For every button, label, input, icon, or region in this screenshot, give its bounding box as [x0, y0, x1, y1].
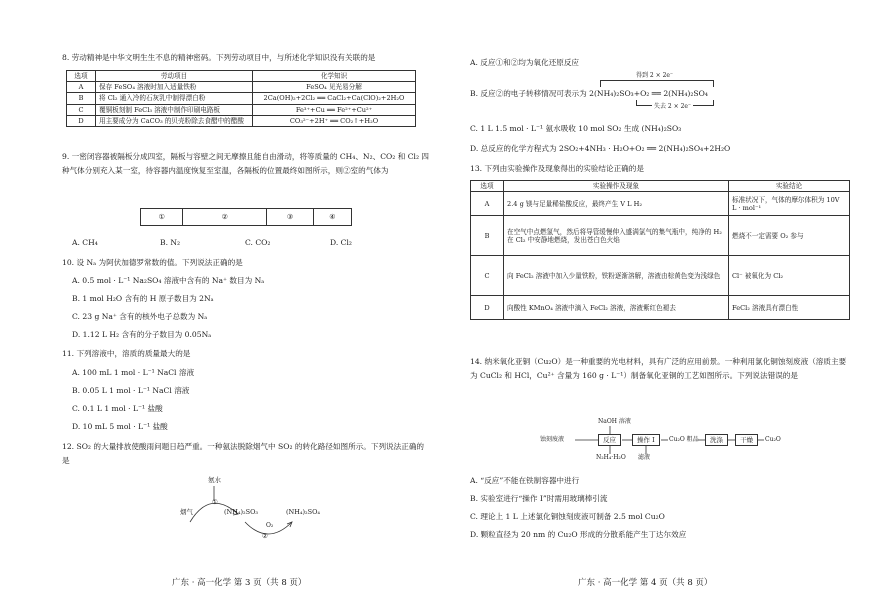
option-d[interactable]: D. 1.12 L H₂ 含有的分子数目为 0.05Nₐ: [72, 330, 212, 339]
right-page: [440, 0, 870, 615]
question-14: [470, 355, 850, 384]
table-header: 劳动项目: [96, 71, 253, 82]
label-filtrate: 滤液: [638, 454, 651, 461]
option-b[interactable]: B. 反应②的电子转移情况可表示为 2(NH₄)₂SO₃+O₂ ══ 2(NH₄)₂SO₄: [470, 89, 708, 98]
question-9: [62, 150, 430, 179]
table-row: [67, 82, 416, 93]
question-12-diagram: [180, 474, 330, 544]
chamber-1: ①: [141, 209, 183, 225]
table-row: [471, 192, 850, 216]
label-naoh: NaOH 溶液: [598, 418, 631, 425]
label-oxygen: O₂: [266, 522, 274, 529]
option-b[interactable]: B. 1 mol H₂O 含有的 H 原子数目为 2Nₐ: [72, 294, 214, 303]
question-8-stem: 8. 劳动精神是中华文明生生不息的精神密码。下列劳动项目中，与所述化学知识没有关联的是: [62, 53, 376, 62]
table-header: 选项: [67, 71, 96, 82]
electron-transfer-brackets: [600, 74, 712, 86]
question-13-stem: 13. 下列由实验操作及现象得出的实验结论正确的是: [470, 164, 644, 173]
option-b[interactable]: B. 实验室进行“操作 I”时需用玻璃棒引流: [470, 494, 608, 503]
gain-label: 得到 2 × 2e⁻: [636, 72, 674, 79]
table-cell: Cl⁻ 被氧化为 Cl₂: [729, 256, 850, 296]
question-8-table: [66, 70, 416, 127]
table-row: [67, 115, 416, 126]
table-header: 实验操作及现象: [504, 181, 729, 192]
electron-transfer-brackets-bottom: [636, 100, 712, 110]
table-cell: D: [67, 115, 96, 126]
question-11: [62, 349, 430, 358]
gain-bracket: [600, 80, 714, 87]
option-a[interactable]: A. 反应①和②均为氧化还原反应: [470, 58, 580, 67]
option-a[interactable]: A. 100 mL 1 mol · L⁻¹ NaCl 溶液: [72, 368, 195, 377]
chamber-3: ③: [267, 209, 314, 225]
chamber-2: ②: [183, 209, 267, 225]
question-8: [62, 53, 430, 62]
table-cell: 用主要成分为 CaCO₃ 的贝壳粉除去食醋中的醋酸: [96, 115, 253, 126]
question-12: [62, 440, 430, 469]
table-cell: 向 FeCl₂ 溶液中加入少量铁粉，铁粉逐渐溶解，溶液由棕黄色变为浅绿色: [504, 256, 729, 296]
question-13-table: [470, 180, 850, 320]
label-input: 蚀刻废液: [540, 436, 565, 443]
option-d[interactable]: D. 总反应的化学方程式为 2SO₂+4NH₃ · H₂O+O₂ ══ 2(NH₄)₂SO₄+2H₂O: [470, 144, 731, 153]
label-crude: Cu₂O 粗品: [669, 436, 699, 443]
question-11-stem: 11. 下列溶液中，溶质的质量最大的是: [62, 349, 191, 358]
table-cell: A: [471, 192, 504, 216]
label-flue-gas: 烟气: [180, 508, 193, 516]
table-cell: 燃烧不一定需要 O₂ 参与: [729, 216, 850, 256]
option-b[interactable]: B. 0.05 L 1 mol · L⁻¹ NaCl 溶液: [72, 386, 190, 395]
table-cell: FeSO₄ 见光易分解: [253, 82, 416, 93]
table-cell: FeCl₂ 溶液具有漂白性: [729, 296, 850, 320]
option-a[interactable]: A. CH₄: [72, 238, 98, 247]
table-cell: 向酸性 KMnO₄ 溶液中滴入 FeCl₂ 溶液，溶液紫红色褪去: [504, 296, 729, 320]
table-cell: B: [67, 93, 96, 104]
table-cell: 在空气中点燃氢气，然后将导管缓慢伸入盛满氯气的集气瓶中，纯净的 H₂ 在 Cl₂ 中安静地燃烧，发出苍白色火焰: [504, 216, 729, 256]
table-cell: 将 Cl₂ 通入冷的石灰乳中制得漂白粉: [96, 93, 253, 104]
label-ammonia: 氨水: [208, 476, 221, 484]
option-c[interactable]: C. 0.1 L 1 mol · L⁻¹ 盐酸: [72, 404, 163, 413]
label-output: Cu₂O: [765, 436, 781, 443]
question-9-container-figure: [140, 208, 352, 226]
table-row: [67, 93, 416, 104]
option-d[interactable]: D. 10 mL 5 mol · L⁻¹ 盐酸: [72, 422, 168, 431]
option-b[interactable]: B. N₂: [160, 238, 181, 247]
label-sulfate: (NH₄)₂SO₄: [286, 508, 321, 516]
table-cell: 2.4 g 镁与足量稀盐酸反应，最终产生 V L H₂: [504, 192, 729, 216]
option-c[interactable]: C. 23 g Na⁺ 含有的核外电子总数为 Nₐ: [72, 312, 208, 321]
table-row: [67, 104, 416, 115]
label-n2h4: N₂H₄·H₂O: [596, 454, 626, 461]
table-row: [471, 216, 850, 256]
box-wash: 洗涤: [705, 434, 728, 446]
box-reaction: 反应: [598, 434, 621, 446]
option-c[interactable]: C. 理论上 1 L 上述氯化铜蚀刻废液可制备 2.5 mol Cu₂O: [470, 512, 665, 521]
table-cell: 标准状况下，气体的摩尔体积为 10V L · mol⁻¹: [729, 192, 850, 216]
box-operation-1: 操作 I: [632, 434, 660, 446]
table-cell: D: [471, 296, 504, 320]
table-cell: C: [471, 256, 504, 296]
question-12-stem: 12. SO₂ 的大量排放使酸雨问题日趋严重。一种氨法脱除烟气中 SO₂ 的转化路径如图所示。下列说法正确的是: [62, 442, 425, 466]
table-row: [471, 256, 850, 296]
question-10-stem: 10. 设 Nₐ 为阿伏加德罗常数的值。下列说法正确的是: [62, 258, 243, 267]
table-header: 化学知识: [253, 71, 416, 82]
option-a[interactable]: A. “反应”不能在铁制容器中进行: [470, 476, 580, 485]
option-c[interactable]: C. CO₂: [245, 238, 271, 247]
table-header: 选项: [471, 181, 504, 192]
table-cell: B: [471, 216, 504, 256]
page-footer: 广东 · 高一化学 第 3 页（共 8 页）: [172, 578, 307, 588]
box-dry: 干燥: [735, 434, 758, 446]
step-2-label: ②: [262, 532, 268, 540]
table-cell: C: [67, 104, 96, 115]
question-9-stem: 9. 一密闭容器被隔板分成四室，隔板与容壁之间无摩擦且能自由滑动，将等质量的 CH₄、N₂、CO₂ 和 Cl₂ 四种气体分别充入某一室，待容器内温度恢复至室温，各隔板的位置最终如图所示，则②室的气体为: [62, 152, 429, 176]
table-cell: CO₃²⁻+2H⁺ ══ CO₂↑+H₂O: [253, 115, 416, 126]
table-cell: A: [67, 82, 96, 93]
option-d[interactable]: D. Cl₂: [330, 238, 352, 247]
step-1-label: ①: [212, 498, 218, 506]
question-14-flowchart: [540, 420, 780, 464]
table-row: [471, 296, 850, 320]
option-d[interactable]: D. 颗粒直径为 20 nm 的 Cu₂O 形成的分散系能产生丁达尔效应: [470, 530, 687, 539]
loss-label: 失去 2 × 2e⁻: [654, 103, 692, 110]
question-10: [62, 258, 430, 267]
question-13: [470, 164, 850, 173]
chamber-4: ④: [329, 213, 336, 221]
option-a[interactable]: A. 0.5 mol · L⁻¹ Na₂SO₄ 溶液中含有的 Na⁺ 数目为 Nₐ: [72, 276, 265, 285]
question-14-stem: 14. 纳米氧化亚铜（Cu₂O）是一种重要的光电材料，具有广泛的应用前景。一种利用氯化铜蚀刻废液（溶质主要为 CuCl₂ 和 HCl，Cu²⁺ 含量为 160 g · L⁻¹）制备氧化亚铜的工艺如图所示。下列说法错误的是: [470, 357, 847, 381]
table-cell: 覆铜板刻制 FeCl₃ 溶液中制作印刷电路板: [96, 104, 253, 115]
table-cell: 2Ca(OH)₂+2Cl₂ ══ CaCl₂+Ca(ClO)₂+2H₂O: [253, 93, 416, 104]
table-header: 实验结论: [729, 181, 850, 192]
option-c[interactable]: C. 1 L 1.5 mol · L⁻¹ 氨水吸收 10 mol SO₂ 生成 (NH₄)₂SO₃: [470, 124, 682, 133]
table-cell: Fe³⁺+Cu ══ Fe²⁺+Cu²⁺: [253, 104, 416, 115]
label-sulfite: (NH₄)₂SO₃: [224, 508, 259, 516]
table-cell: 保存 FeSO₄ 溶液时加入适量铁粉: [96, 82, 253, 93]
page-footer: 广东 · 高一化学 第 4 页（共 8 页）: [578, 578, 713, 588]
